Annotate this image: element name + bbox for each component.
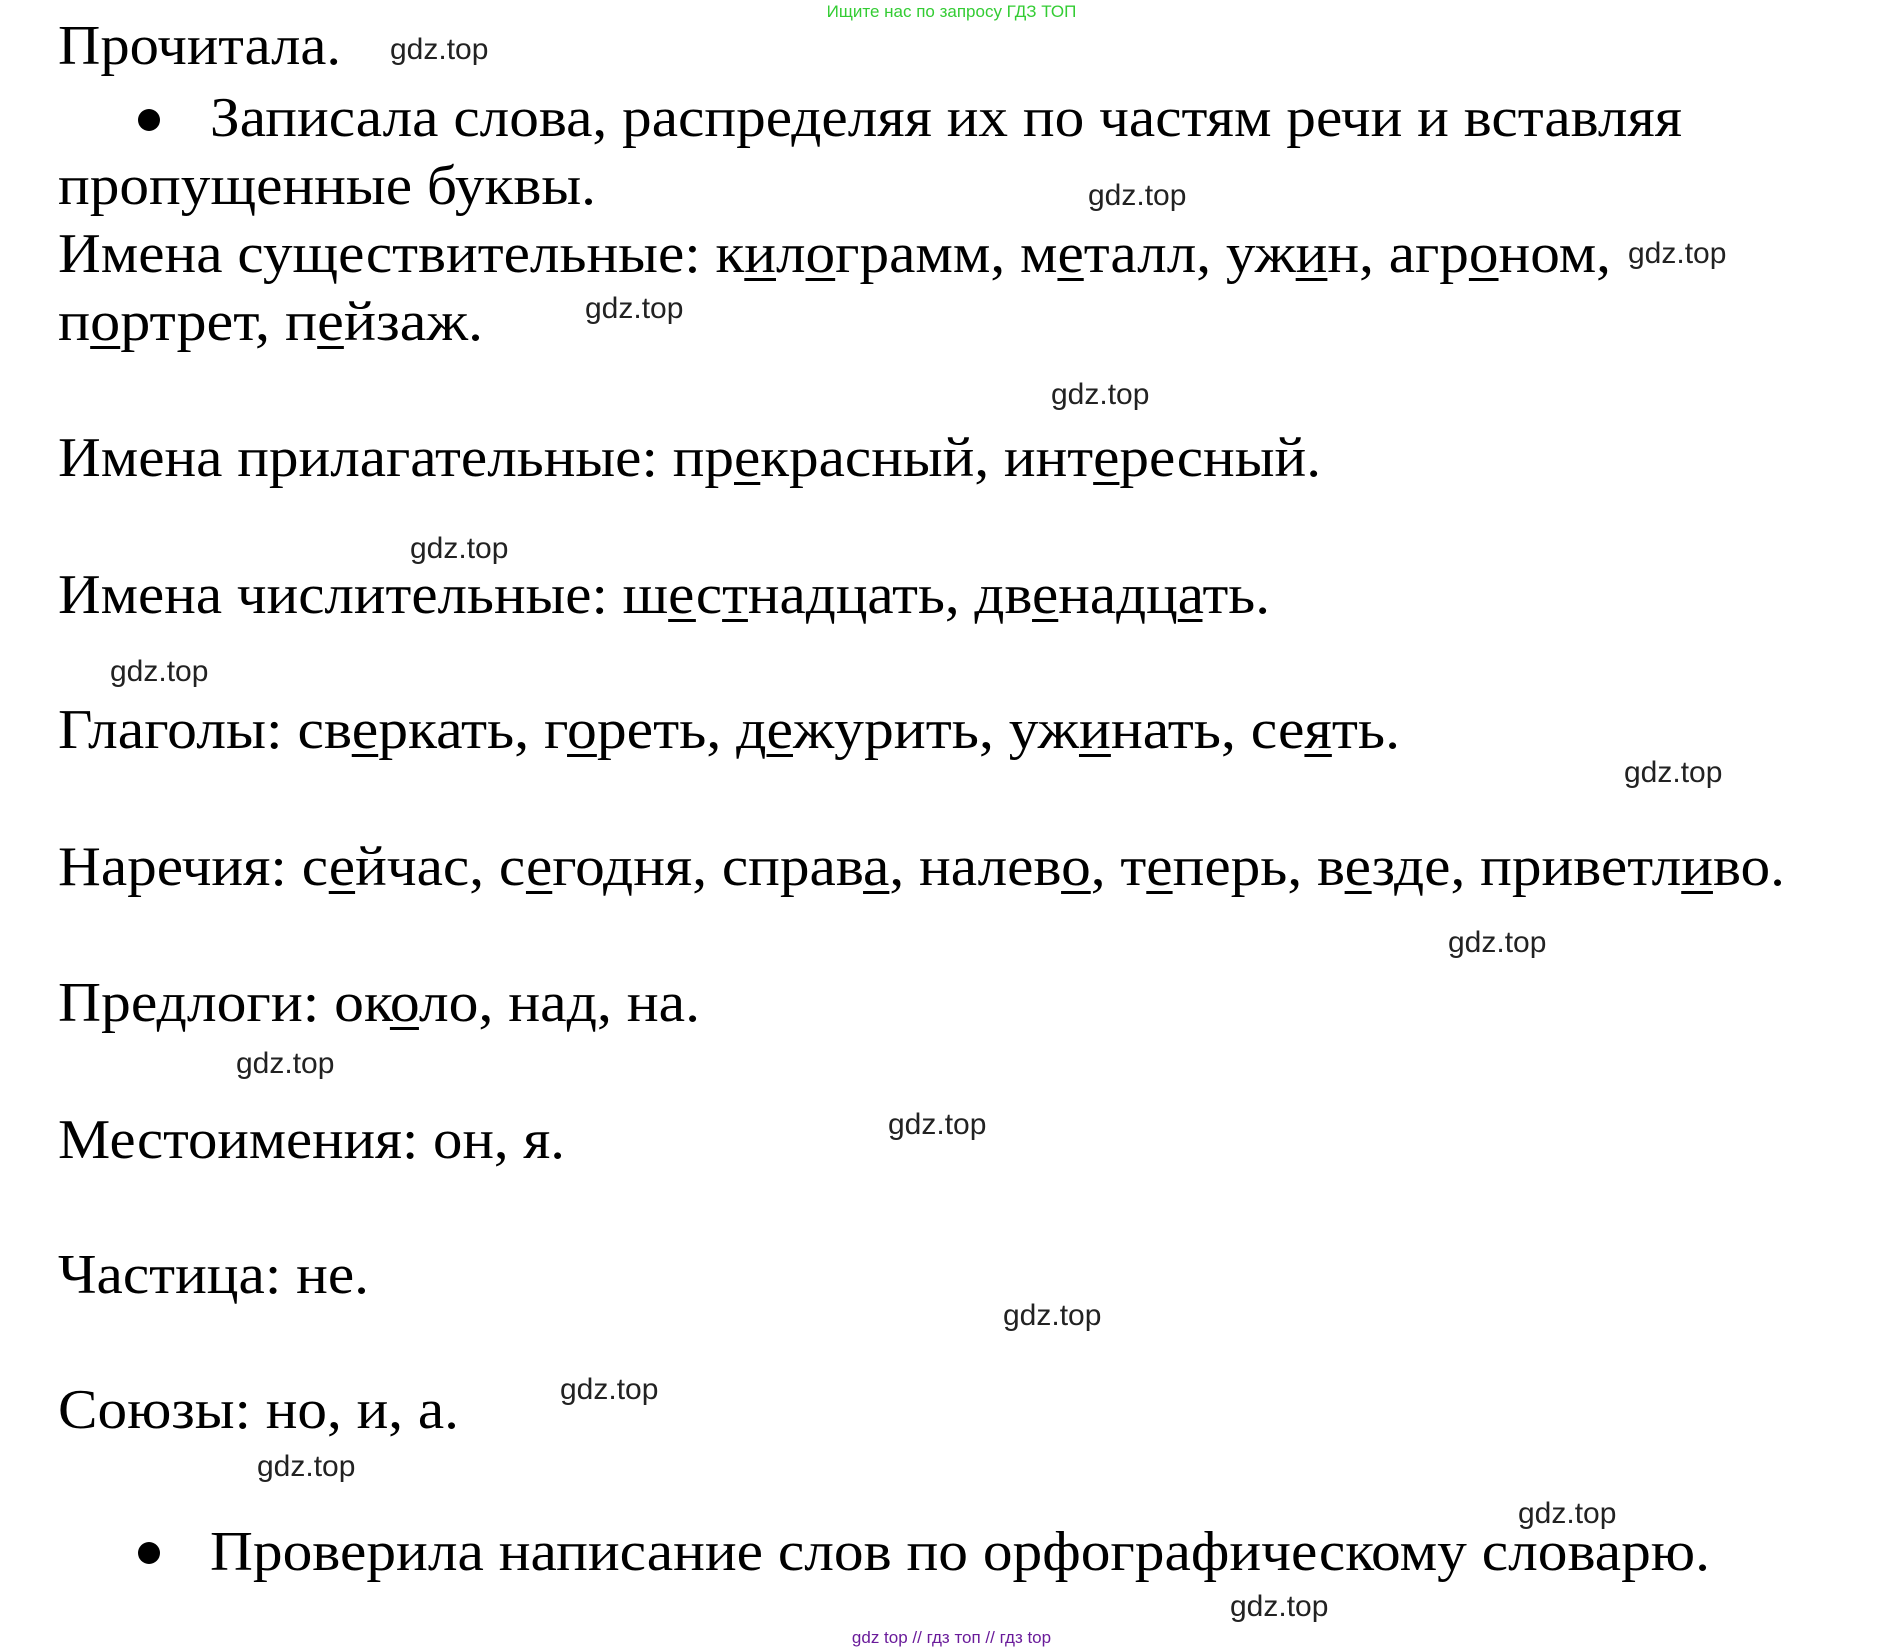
text-segment: Имена прилагательные: пр: [58, 427, 734, 489]
text-segment: л: [775, 223, 806, 285]
inserted-letter: я: [1304, 699, 1332, 761]
inserted-letter: о: [567, 699, 597, 761]
inserted-letter: е: [525, 836, 553, 898]
text-segment: пропущенные буквы.: [58, 155, 596, 217]
inserted-letter: е: [1093, 427, 1120, 489]
text-segment: , налев: [889, 836, 1062, 898]
inserted-letter: о: [389, 972, 419, 1034]
inserted-letter: е: [328, 836, 356, 898]
text-segment: нать, се: [1110, 699, 1305, 761]
inserted-letter: и: [1681, 836, 1713, 898]
footer-links: gdz top // гдз топ // гдз top: [851, 1628, 1052, 1647]
text-segment: ть.: [1331, 699, 1400, 761]
text-segment: грамм, м: [835, 223, 1058, 285]
text-segment: Проверила написание слов по орфографическому словарю.: [210, 1521, 1710, 1583]
inserted-letter: о: [90, 291, 121, 353]
inserted-letter: е: [1032, 564, 1059, 626]
bullet-icon: [138, 1542, 160, 1564]
text-segment: красный, инт: [760, 427, 1094, 489]
line-nouns: [58, 220, 1611, 288]
text-segment: йчас, с: [355, 836, 526, 898]
text-segment: талл, уж: [1083, 223, 1296, 285]
text-segment: надц: [1058, 564, 1178, 626]
watermark: gdz.top: [585, 292, 684, 325]
inserted-letter: о: [1468, 223, 1499, 285]
line-particle: [58, 1241, 369, 1309]
text-segment: Предлоги: ок: [58, 972, 390, 1034]
text-segment: Наречия: с: [58, 836, 329, 898]
text-segment: во.: [1712, 836, 1785, 898]
text-segment: Записала слова, распределяя их по частям речи и вставляя: [210, 87, 1682, 149]
watermark: gdz.top: [560, 1373, 659, 1406]
text-segment: зде, приветл: [1371, 836, 1682, 898]
line-conjunctions: [58, 1376, 459, 1444]
watermark: gdz.top: [110, 655, 209, 688]
line-adjectives: [58, 424, 1321, 492]
text-segment: п: [58, 291, 91, 353]
text-segment: Союзы: но, и, а.: [58, 1379, 459, 1441]
line-adverbs: [58, 833, 1785, 901]
inserted-letter: а: [1177, 564, 1203, 626]
text-segment: перь, в: [1172, 836, 1345, 898]
watermark: gdz.top: [1003, 1299, 1102, 1332]
text-segment: Имена числительные: ш: [58, 564, 669, 626]
watermark: gdz.top: [390, 33, 489, 66]
inserted-letter: е: [668, 564, 696, 626]
watermark: gdz.top: [1448, 926, 1547, 959]
watermark: gdz.top: [236, 1047, 335, 1080]
text-segment: , т: [1090, 836, 1147, 898]
watermark: gdz.top: [888, 1108, 987, 1141]
text-segment: реть, д: [596, 699, 767, 761]
text-segment: Глаголы: св: [58, 699, 352, 761]
line-checked: [210, 1518, 1710, 1586]
watermark: gdz.top: [1628, 237, 1727, 270]
text-segment: с: [695, 564, 723, 626]
inserted-letter: е: [766, 699, 793, 761]
line-pronouns: [58, 1106, 565, 1174]
inserted-letter: т: [722, 564, 748, 626]
text-segment: Местоимения: он, я.: [58, 1109, 565, 1171]
text-segment: Имена существительные: к: [58, 223, 745, 285]
inserted-letter: о: [1061, 836, 1091, 898]
watermark: gdz.top: [1051, 378, 1150, 411]
text-segment: Прочитала.: [58, 15, 341, 77]
text-segment: йзаж.: [343, 291, 483, 353]
watermark: gdz.top: [1230, 1590, 1329, 1623]
watermark: gdz.top: [1088, 179, 1187, 212]
text-segment: годня, справ: [552, 836, 864, 898]
inserted-letter: е: [1057, 223, 1084, 285]
line-wrote: [210, 84, 1682, 152]
text-segment: ртрет, п: [120, 291, 318, 353]
inserted-letter: е: [1146, 836, 1173, 898]
text-segment: ло, над, на.: [418, 972, 700, 1034]
text-segment: Частица: не.: [58, 1244, 369, 1306]
inserted-letter: и: [744, 223, 776, 285]
line-verbs: [58, 696, 1400, 764]
inserted-letter: о: [805, 223, 836, 285]
text-segment: н, агр: [1327, 223, 1469, 285]
inserted-letter: е: [317, 291, 344, 353]
text-segment: ть.: [1202, 564, 1270, 626]
inserted-letter: е: [351, 699, 379, 761]
inserted-letter: а: [863, 836, 890, 898]
watermark: gdz.top: [410, 532, 509, 565]
line-missing-letters: [58, 152, 596, 220]
line-read: [58, 12, 341, 80]
inserted-letter: е: [1344, 836, 1372, 898]
text-segment: ркать, г: [378, 699, 568, 761]
line-numerals: [58, 561, 1270, 629]
inserted-letter: и: [1078, 699, 1111, 761]
text-segment: надцать, дв: [747, 564, 1033, 626]
text-segment: журить, уж: [792, 699, 1079, 761]
text-segment: ресный.: [1119, 427, 1321, 489]
text-segment: ном,: [1498, 223, 1612, 285]
watermark: gdz.top: [1624, 756, 1723, 789]
line-nouns-cont: [58, 288, 483, 356]
watermark: gdz.top: [257, 1450, 356, 1483]
line-prepositions: [58, 969, 700, 1037]
inserted-letter: и: [1295, 223, 1328, 285]
watermark: gdz.top: [1518, 1497, 1617, 1530]
bullet-icon: [138, 109, 160, 131]
top-banner: Ищите нас по запросу ГДЗ ТОП: [826, 2, 1077, 21]
inserted-letter: е: [733, 427, 761, 489]
